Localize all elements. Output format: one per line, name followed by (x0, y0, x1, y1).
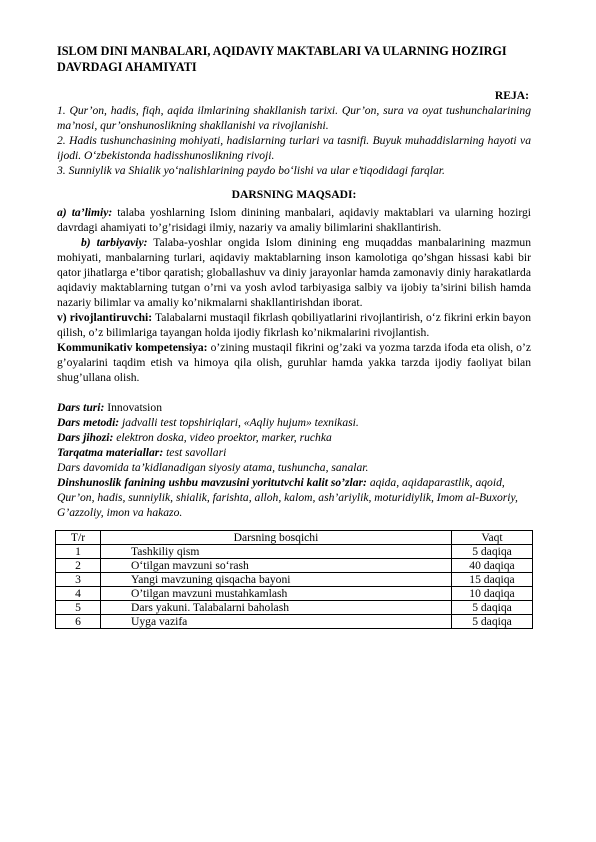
plan-item-1: 1. Qur’on, hadis, fiqh, aqida ilmlarining shakllanish tarixi. Qur’on, sura va oyat tushunchalarining ma’nosi, qur’onshunoslikning shakllanishi va rivojlanishi. (57, 104, 531, 132)
row-time: 40 daqiqa (452, 559, 533, 573)
row-stage: Dars yakuni. Talabalarni baholash (101, 601, 452, 615)
plan-item-3: 3. Sunniylik va Shialik yo‘nalishlarining paydo bo‘lishi va ular e’tiqodidagi farqlar. (57, 164, 445, 177)
lesson-equipment-label: Dars jihozi: (57, 431, 114, 444)
lesson-keywords (57, 475, 531, 520)
table-row (56, 615, 533, 629)
lesson-method-value: jadvalli test topshiriqlari, «Aqliy hujum» texnikasi. (119, 416, 359, 429)
row-number: 5 (56, 601, 101, 615)
table-row (56, 587, 533, 601)
lesson-terms: Dars davomida ta’kidlanadigan siyosiy atama, tushuncha, sanalar. (57, 461, 369, 474)
row-number: 2 (56, 559, 101, 573)
header-stage: Darsning bosqichi (101, 531, 452, 545)
lesson-materials-label: Tarqatma materiallar: (57, 446, 164, 459)
row-number: 6 (56, 615, 101, 629)
lesson-method (57, 415, 531, 430)
lesson-keywords-value: aqida, aqidaparastlik, aqoid, Qur’on, hadis, sunniylik, shialik, farishta, alloh, kalom, ash’ariylik, moturidiylik, Imom al-Buxoriy, G’azzoliy, imon va hakazo. (57, 476, 518, 519)
row-stage: Tashkiliy qism (101, 545, 452, 559)
table-row (56, 601, 533, 615)
goal-developmental (57, 310, 531, 340)
goal-upbringing-label: b) tarbiyaviy: (81, 236, 148, 249)
goal-educational-label: a) ta’limiy: (57, 206, 113, 219)
row-time: 5 daqiqa (452, 615, 533, 629)
lesson-materials (57, 445, 531, 460)
plan-item-2: 2. Hadis tushunchasining mohiyati, hadislarning turlari va tasnifi. Buyuk muhaddislarning hayoti va ijodi. O‘zbekistonda hadisshunoslikning rivoji. (57, 134, 531, 162)
table-header-row (56, 531, 533, 545)
row-number: 3 (56, 573, 101, 587)
goal-educational (57, 205, 531, 235)
lesson-schedule-table (55, 530, 533, 629)
header-time: Vaqt (452, 531, 533, 545)
goal-upbringing-text: Talaba-yoshlar ongida Islom dinining eng muqaddas manbalarining mazmun mohiyati, manbalarning turlari, aqidaviy maktablarning inson kamolotiga qo’shgan hissasi kabi bir qator jihatlarga e’tibor qaratish; globallashuv va diniy jarayonlar hamda zamonaviy diniy harakatlarda aqidaviy maktablarning tutgan o’rni va yosh avlod tarbiyasiga salbiy va ijobiy ta’sirini bilish hamda nazariy bilimlar va amaliy ko’nikmalarni shakllantirishdan iborat. (57, 236, 531, 309)
table-row (56, 559, 533, 573)
row-stage: Yangi mavzuning qisqacha bayoni (101, 573, 452, 587)
document-page (57, 44, 531, 629)
row-number: 1 (56, 545, 101, 559)
lesson-equipment (57, 430, 531, 445)
lesson-type-value: Innovatsion (104, 401, 162, 414)
header-number: T/r (56, 531, 101, 545)
lesson-type-label: Dars turi: (57, 401, 105, 414)
document-title: ISLOM DINI MANBALARI, AQIDAVIY MAKTABLARI VA ULARNING HOZIRGI DAVRDAGI AHAMIYATI (57, 44, 507, 74)
goals-heading: DARSNING MAQSADI: (231, 188, 357, 201)
goal-upbringing (57, 235, 531, 310)
goal-communicative-label: Kommunikativ kompetensiya: (57, 341, 208, 354)
goal-developmental-label: v) rivojlantiruvchi: (57, 311, 153, 324)
lesson-materials-value: test savollari (163, 446, 227, 459)
plan-heading: REJA: (494, 89, 529, 102)
table-row (56, 573, 533, 587)
lesson-equipment-value: elektron doska, video proektor, marker, ruchka (113, 431, 332, 444)
row-number: 4 (56, 587, 101, 601)
row-time: 5 daqiqa (452, 601, 533, 615)
row-stage: O’tilgan mavzuni mustahkamlash (101, 587, 452, 601)
lesson-type (57, 400, 531, 415)
goal-communicative (57, 340, 531, 385)
table-row (56, 545, 533, 559)
row-time: 15 daqiqa (452, 573, 533, 587)
row-time: 5 daqiqa (452, 545, 533, 559)
row-time: 10 daqiqa (452, 587, 533, 601)
lesson-method-label: Dars metodi: (57, 416, 120, 429)
row-stage: O‘tilgan mavzuni so‘rash (101, 559, 452, 573)
goal-communicative-text: o’zining mustaqil fikrini og’zaki va yozma tarzda ifoda eta olish, o’z g’oyalarini taqdim etish va himoya qila olish, guruhlar hamda yakka tarzda ijodiy faoliyat bilan shug’ullana olish. (57, 341, 531, 384)
row-stage: Uyga vazifa (101, 615, 452, 629)
lesson-keywords-label: Dinshunoslik fanining ushbu mavzusini yoritutvchi kalit so’zlar: (57, 476, 367, 489)
goal-developmental-text: Talabalarni mustaqil fikrlash qobiliyatlarini rivojlantirish, o‘z fikrini erkin bayon qilish, o’z bilimlariga tayangan holda ijodiy fikrlash ko’nikmalarini rivojlantish. (57, 311, 531, 339)
goal-educational-text: talaba yoshlarning Islom dinining manbalari, aqidaviy maktablari va ularning hozirgi davrdagi ahamiyati to’g’risidagi ilmiy, nazariy va amaliy bilimlarini shakllantirish. (57, 206, 532, 234)
